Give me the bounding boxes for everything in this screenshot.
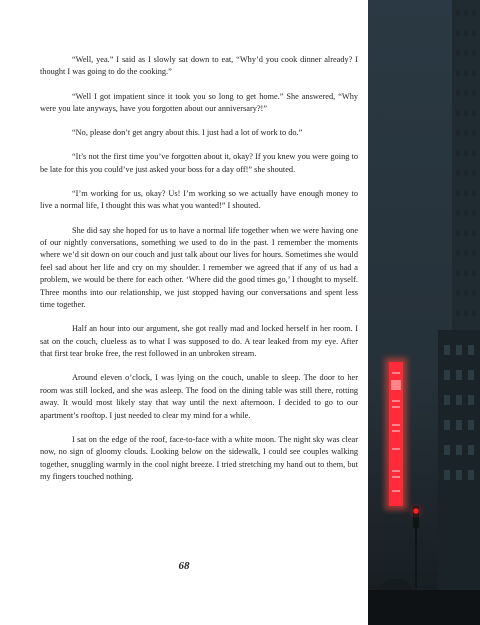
- lower-building-block: [438, 330, 480, 625]
- street-shadow: [368, 590, 480, 625]
- paragraph-9: I sat on the edge of the roof, face-to-face with a white moon. The night sky was clear now, no sign of gloomy clouds. Looking below on the sidewalk, I could see couples walking together, snuggling warmly in the cool night breeze. I tried stretching my hand out to them, but my fingers touched nothing.: [40, 434, 358, 481]
- paragraph-3: “No, please don’t get angry about this. I just had a lot of work to do.”: [72, 128, 303, 138]
- paragraph-4: “It’s not the first time you’ve forgotten about it, okay? If you knew you were going to be late for this you could’ve just asked your boss for a day off!” she shouted.: [40, 152, 358, 174]
- paragraph-6: She did say she hoped for us to have a normal life together when we were having one of our nightly conversations, something we used to do in the past. I remember the moments where we’d sit down on our couch and just talk about our lives for hours. Sometimes she would feel sad about her life and cry on my shoulder. I remember we agreed that if any of us had a problem, we would be there for each other. ‘Where did the good times go,’ I thought to myself. Three months into our relationship, we just stopped having our conversations and spent less time together.: [40, 225, 358, 310]
- paragraph-7: Half an hour into our argument, she got really mad and locked herself in her room. I sat on the couch, clueless as to what I was supposed to do. A tear leaked from my eye. After that first tear broke free, the rest followed in an unbroken stream.: [40, 324, 358, 359]
- paragraph-1: “Well, yea.” I said as I slowly sat down to eat, “Why’d you cook dinner already? I thought I was going to do the cooking.”: [40, 55, 358, 77]
- night-city-illustration: [368, 0, 480, 625]
- paragraph-2: “Well I got impatient since it took you so long to get home.” She answered, “Why were you late anyways, have you forgotten about our anniversary?!”: [40, 91, 358, 114]
- paragraph-5: “I’m working for us, okay? Us! I’m working so we actually have enough money to live a normal life, I thought this was what you wanted!” I shouted.: [40, 189, 358, 211]
- night-city-photo: [368, 0, 480, 625]
- paragraph-8: Around eleven o’clock, I was lying on the couch, unable to sleep. The door to her room was still locked, and she was asleep. The food on the dining table was still there, rotting away. It would most likely stay that way until the next afternoon. I decided to go to our apartment’s rooftop. I just needed to clear my mind for a while.: [40, 373, 358, 420]
- story-text: [40, 54, 358, 495]
- page-number: 68: [178, 560, 190, 572]
